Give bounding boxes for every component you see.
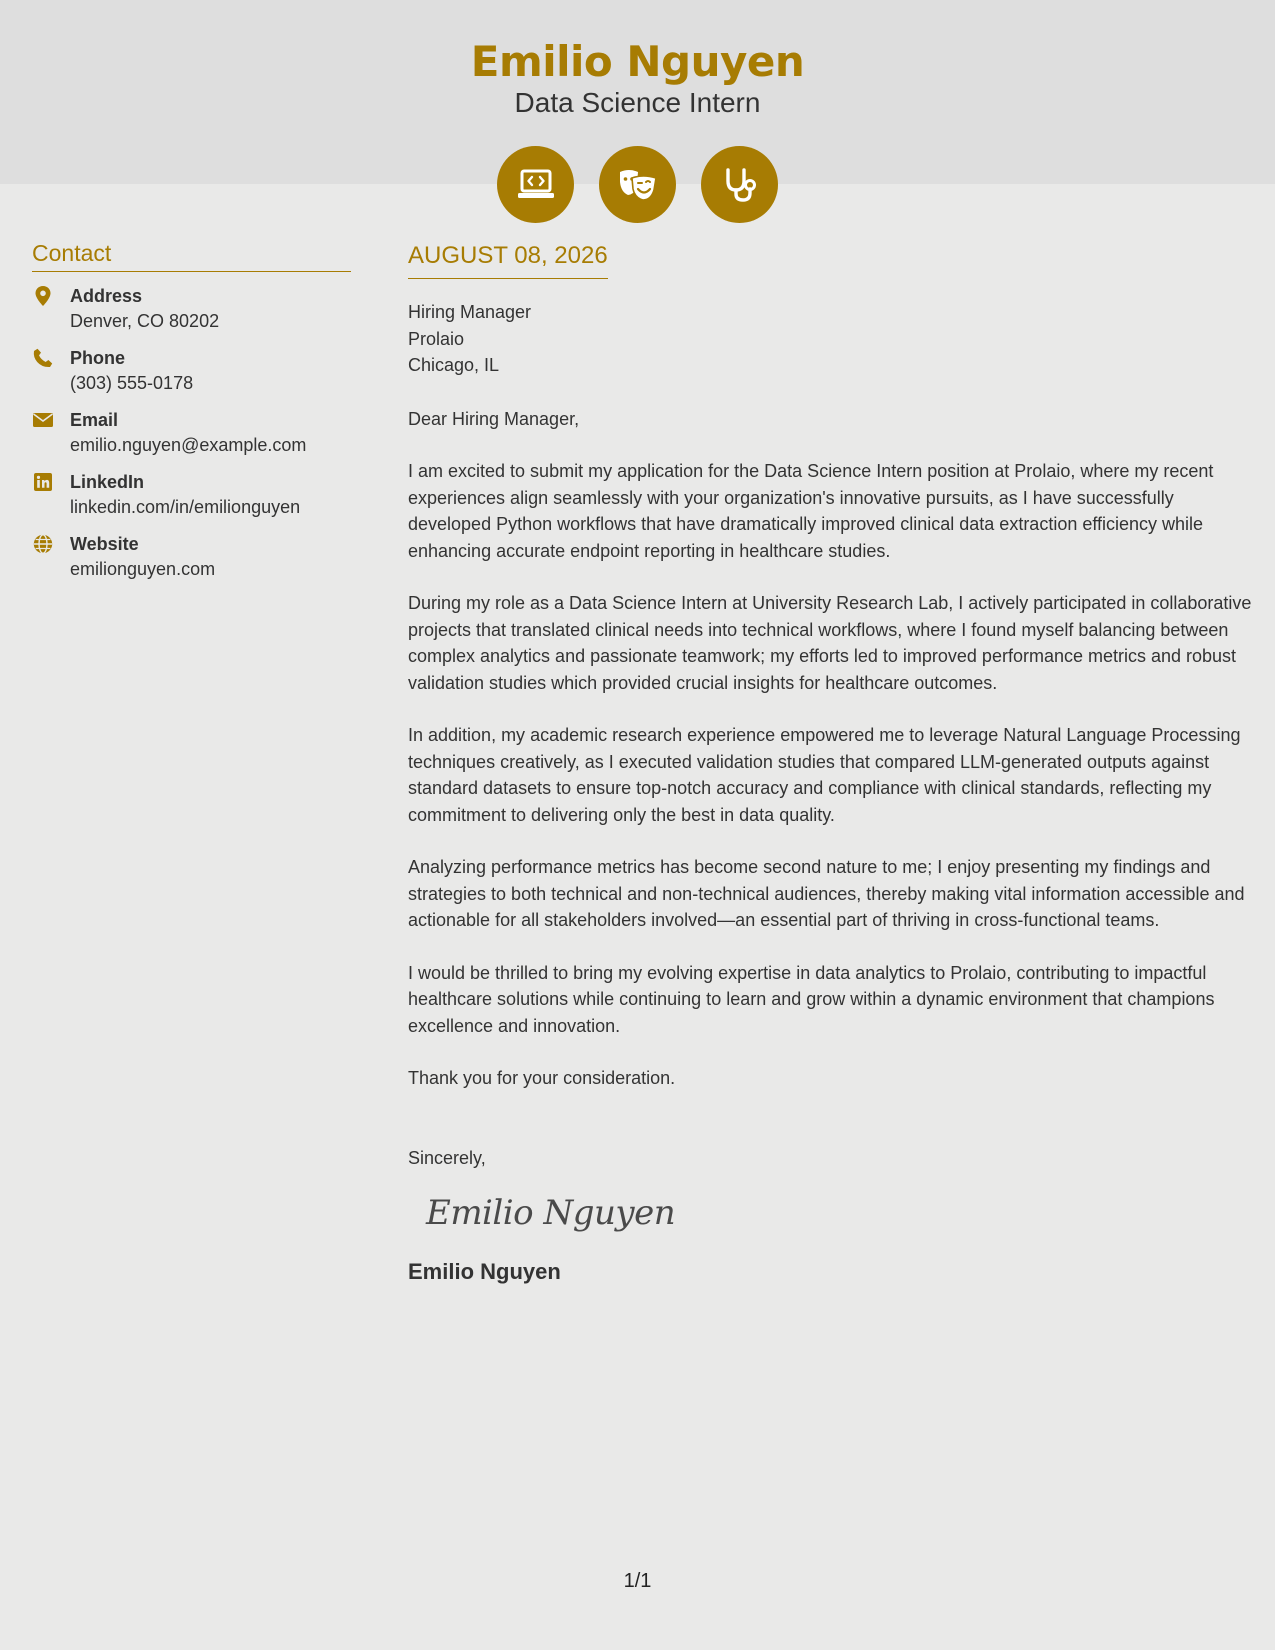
globe-icon	[32, 534, 54, 558]
job-title: Data Science Intern	[514, 87, 761, 118]
contact-heading: Contact	[32, 238, 351, 272]
email-value: emilio.nguyen@example.com	[70, 435, 307, 455]
phone-value: (303) 555-0178	[70, 373, 194, 393]
recipient-line: Hiring Manager	[408, 302, 532, 322]
map-pin-icon	[32, 286, 54, 310]
contact-label: Email	[70, 410, 119, 430]
page-number: 1/1	[623, 1570, 652, 1592]
theater-masks-icon	[618, 168, 658, 202]
envelope-icon	[32, 410, 54, 434]
linkedin-value: linkedin.com/in/emilionguyen	[70, 497, 301, 517]
linkedin-icon	[32, 472, 54, 496]
candidate-name: Emilio Nguyen	[470, 37, 805, 86]
contact-item-linkedin	[32, 470, 351, 520]
laptop-code-icon	[517, 168, 555, 202]
contact-sidebar	[32, 238, 351, 594]
contact-label: Website	[70, 534, 139, 554]
contact-item-website	[32, 532, 351, 582]
contact-label: LinkedIn	[70, 472, 145, 492]
paragraph: I would be thrilled to bring my evolving expertise in data analytics to Prolaio, contributing to impactful healthcare solutions while continuing to learn and grow within a dynamic environment that champions excellence and innovation.	[408, 962, 1215, 1036]
phone-icon	[32, 348, 54, 372]
thanks-line: Thank you for your consideration.	[408, 1068, 676, 1088]
greeting: Dear Hiring Manager,	[408, 408, 580, 429]
letter-body	[408, 240, 1253, 1287]
paragraph: I am excited to submit my application for the Data Science Intern position at Prolaio, where my recent experiences align seamlessly with your organization's innovative pursuits, as I have successfully developed Python workflows that have dramatically improved clinical data extraction efficiency while enhancing accurate endpoint reporting in healthcare studies.	[408, 461, 1214, 561]
badge-stethoscope	[701, 146, 778, 223]
contact-list	[32, 284, 351, 582]
contact-item-email	[32, 408, 351, 458]
paragraph: In addition, my academic research experience empowered me to leverage Natural Language Processing techniques creatively, as I executed validation studies that compared LLM-generated outputs against standard datasets to ensure top-notch accuracy and compliance with clinical standards, reflecting my commitment to delivering only the best in data quality.	[408, 725, 1241, 825]
signed-name: Emilio Nguyen	[408, 1259, 561, 1284]
badge-laptop	[497, 146, 574, 223]
contact-label: Address	[70, 286, 143, 306]
contact-item-address	[32, 284, 351, 334]
recipient-block	[408, 299, 1253, 379]
badge-row	[0, 146, 1275, 223]
paragraph: During my role as a Data Science Intern at University Research Lab, I actively participated in collaborative projects that translated clinical needs into technical workflows, where I found myself balancing between complex analytics and passionate teamwork; my efforts led to improved performance metrics and robust validation studies which provided crucial insights for healthcare outcomes.	[408, 593, 1252, 693]
recipient-line: Chicago, IL	[408, 355, 500, 375]
address-value: Denver, CO 80202	[70, 311, 220, 331]
closing: Sincerely,	[408, 1147, 486, 1168]
paragraph: Analyzing performance metrics has become second nature to me; I enjoy presenting my findings and strategies to both technical and non-technical audiences, thereby making vital information accessible and actionable for all stakeholders involved—an essential part of thriving in cross-functional teams.	[408, 857, 1245, 930]
stethoscope-icon	[723, 167, 757, 203]
contact-label: Phone	[70, 348, 126, 368]
website-value: emilionguyen.com	[70, 559, 216, 579]
badge-masks	[599, 146, 676, 223]
contact-item-phone	[32, 346, 351, 396]
signature: Emilio Nguyen	[426, 1193, 676, 1233]
letter-date: AUGUST 08, 2026	[408, 240, 608, 279]
recipient-line: Prolaio	[408, 328, 465, 349]
